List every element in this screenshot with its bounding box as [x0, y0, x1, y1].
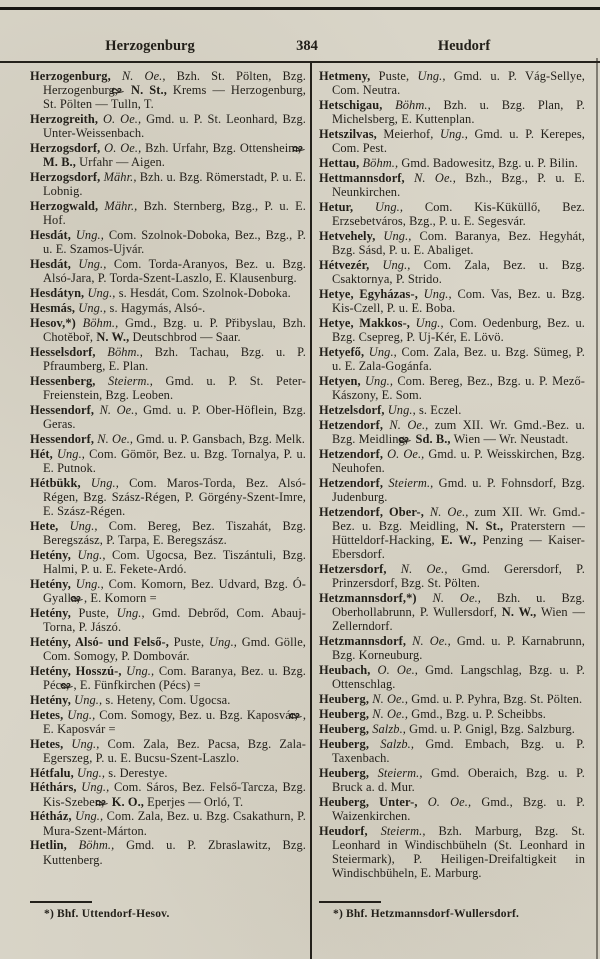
text-run: Hétház,: [30, 809, 72, 824]
text-run: Gmd. u. P. Weisskirchen, Bzg. Neuhofen.: [332, 446, 585, 475]
text-run: Com. Baranya, Bez. Hegyhát, Bzg. Sásd, P. u. E. Abaliget.: [332, 228, 586, 257]
text-run: Hettau,: [319, 156, 360, 170]
text-run: Ung.,: [63, 707, 96, 722]
text-run: Hetény, Hosszú-,: [30, 663, 122, 678]
text-run: Steierm.,: [383, 475, 434, 490]
text-run: E. W.,: [440, 533, 477, 547]
text-run: N. Oe.,: [110, 69, 166, 83]
text-run: Bzh. St. Pölten, Bzg. Herzogenburg,: [43, 69, 306, 98]
text-run: Com. Ugocsa, Bez. Tiszántuli, Bzg. Halmi, P. u. E. Fekete-Ardó.: [43, 547, 306, 576]
gazetteer-entry: [319, 663, 585, 691]
text-run: Krems — Herzogenburg, St. Pölten — Tulln, T.: [43, 83, 306, 112]
text-run: Heuberg,: [319, 721, 370, 736]
left-footnote: [30, 901, 300, 920]
text-run: Herzogenburg,: [30, 69, 111, 83]
gazetteer-entry: [30, 838, 306, 866]
text-run: Ung.,: [52, 446, 85, 461]
gazetteer-entry: [30, 548, 306, 576]
text-run: N. Oe.,: [423, 504, 469, 519]
right-column: [319, 69, 585, 881]
text-run: Bzh. u. Bzg. Römerstadt, P. u. E. Lobnig.: [43, 170, 306, 199]
scan-right-edge: [596, 58, 598, 959]
gazetteer-entry: [30, 737, 306, 765]
text-run: N. St.,: [466, 518, 504, 533]
text-run: N. W.,: [501, 605, 537, 620]
text-run: Gmd. u. P. Vág-Sellye, Com. Neutra.: [332, 69, 585, 98]
text-run: Sd. B.,: [412, 431, 451, 446]
gazetteer-entry: [30, 374, 306, 402]
text-run: Gmd. u. P. Pyhra, Bzg. St. Pölten.: [408, 692, 583, 707]
text-run: Mähr.,: [98, 199, 138, 214]
text-run: N. W.,: [96, 330, 130, 344]
text-run: Ung.,: [70, 547, 106, 562]
text-run: Ung.,: [70, 228, 104, 243]
gazetteer-entry: [319, 98, 585, 126]
text-run: Hetzendorf, Ober-,: [319, 504, 424, 519]
text-run: Hetye, Egyházas-,: [319, 286, 418, 301]
text-run: Ung.,: [71, 809, 104, 824]
text-run: Bzh., Bzg., P. u. E. Neunkirchen.: [332, 170, 585, 199]
text-run: s. Derestye.: [105, 765, 168, 780]
text-run: Com. Zala, Bez. u. Bzg. Csaktornya, P. Strido.: [332, 257, 585, 286]
gazetteer-entry: [30, 432, 306, 446]
text-run: Hete,: [30, 518, 59, 533]
footnote-rule: [30, 901, 92, 903]
text-run: N. Oe.,: [406, 634, 451, 649]
gazetteer-entry: [30, 112, 306, 140]
gazetteer-entry: [319, 447, 585, 475]
gazetteer-entry: [30, 316, 306, 344]
gazetteer-entry: [319, 418, 585, 446]
text-run: Com. Szolnok-Doboka, Bez., Bzg., P. u. E. Szamos-Ujvár.: [43, 228, 306, 257]
gazetteer-entry: [319, 229, 585, 257]
text-run: Ung.,: [410, 315, 444, 330]
header-right-keyword: Heudorf: [437, 38, 491, 54]
text-run: , E. Kaposvár =: [43, 707, 307, 736]
text-run: Com. Zala, Bez. u. Bzg. Sümeg, P. u. E. Zala-Gogánfa.: [332, 344, 585, 373]
text-run: K. O.,: [108, 794, 144, 809]
text-run: Puste,: [370, 69, 418, 83]
gazetteer-entry: [319, 562, 585, 590]
text-run: , E. Fünfkirchen (Pécs) =: [73, 678, 201, 692]
text-run: Salzb.,: [369, 736, 415, 751]
text-run: zum XII. Wr. Gmd.-Bez. u. Bzg. Meidling,: [332, 417, 585, 446]
gazetteer-entry: [319, 171, 585, 199]
text-run: Hetzelsdorf,: [319, 402, 385, 417]
text-run: Hetschigau,: [319, 98, 383, 112]
text-run: Hetmeny,: [319, 69, 371, 83]
text-run: Com. Sáros, Bez. Felső-Tarcza, Bzg. Kis-Szeben,: [43, 780, 306, 809]
text-run: Hettmannsdorf,: [319, 170, 405, 185]
right-footnote: [319, 901, 589, 920]
text-run: Heubach,: [319, 663, 371, 678]
post-horn-icon: [305, 141, 306, 155]
text-run: Com. Zala, Bez. u. Bzg. Csakathurn, P. Mura-Szent-Márton.: [43, 809, 306, 838]
text-run: Gmd. u. P. Zbraslawitz, Bzg. Kuttenberg.: [43, 838, 306, 867]
text-run: Hetény,: [30, 692, 71, 707]
gazetteer-entry: [30, 780, 306, 808]
text-run: Hetény, Alsó- und Felső-,: [30, 634, 169, 649]
text-run: Böhm.,: [66, 838, 115, 853]
text-run: Puste,: [70, 605, 117, 620]
text-run: O. Oe.,: [383, 446, 425, 461]
text-run: Hetes,: [30, 736, 64, 751]
text-run: Com. Bereg, Bez. Tiszahát, Bzg. Beregszász, P. Tarpa, E. Beregszász.: [43, 518, 306, 547]
text-run: Ung.,: [121, 663, 155, 678]
gazetteer-entry: [30, 345, 306, 373]
gazetteer-entry: [30, 301, 306, 315]
text-run: Gmd. Debrőd, Com. Abauj-Torna, P. Jászó.: [43, 605, 306, 634]
gazetteer-entry: [319, 287, 585, 315]
text-run: Hetyen,: [319, 373, 361, 388]
text-run: Hetye, Makkos-,: [319, 315, 411, 330]
text-run: Bzh. Sternberg, Bzg., P. u. E. Hof.: [43, 199, 306, 228]
text-run: Heuberg,: [319, 692, 370, 707]
header-left-keyword: Herzogenburg: [105, 38, 195, 54]
gazetteer-entry: [30, 170, 306, 198]
text-run: Penzing — Kaiser-Ebersdorf.: [332, 533, 585, 562]
text-run: N. Oe.,: [386, 562, 448, 576]
gazetteer-entry: [30, 228, 306, 256]
gazetteer-entry: [30, 69, 306, 112]
text-run: Böhm.,: [95, 344, 143, 359]
text-run: Gmd. u. P. Fohnsdorf, Bzg. Judenburg.: [332, 475, 585, 504]
gazetteer-entry: [30, 403, 306, 431]
gazetteer-entry: [319, 766, 585, 794]
text-run: N. Oe.,: [369, 692, 409, 707]
text-run: Gmd. u. P. St. Leonhard, Bzg. Unter-Weissenbach.: [43, 112, 306, 141]
text-run: zum XII. Wr. Gmd.-Bez. u. Bzg. Meidling,: [332, 504, 585, 533]
text-run: Mähr.,: [100, 170, 137, 185]
text-run: O. Oe.,: [100, 141, 142, 156]
text-run: Hetes,: [30, 707, 64, 722]
text-run: Bzh. Tachau, Bzg. u. P. Pfraumberg, E. Plan.: [43, 344, 306, 373]
text-run: Ung.,: [70, 692, 103, 707]
text-run: Com. Somogy, Bez. u. Bzg. Kaposvár,: [95, 707, 302, 722]
text-run: Bzh. u. Bzg. Plan, P. Michelsberg, E. Kuttenplan.: [332, 98, 585, 127]
text-run: Hét,: [30, 446, 53, 461]
text-run: Hetvehely,: [319, 228, 376, 243]
text-run: Heudorf,: [319, 823, 368, 838]
text-run: Herzogsdorf,: [30, 170, 101, 185]
text-run: Com. Baranya, Bez. u. Bzg. Pécs,: [43, 663, 306, 692]
footnote-text: *) Bhf. Hetzmannsdorf-Wullersdorf.: [333, 908, 520, 920]
text-run: N. Oe.,: [404, 170, 456, 185]
text-run: Gmd. Gerersdorf, P. Prinzersdorf, Bzg. St. Pölten.: [332, 562, 585, 591]
text-run: Hesdát,: [30, 257, 71, 272]
text-run: s. Heteny, Com. Ugocsa.: [102, 692, 231, 707]
text-run: Héthárs,: [30, 780, 77, 795]
gazetteer-entry: [319, 795, 585, 823]
text-run: N. Oe.,: [94, 402, 138, 417]
gazetteer-entry: [319, 69, 585, 97]
text-run: Ung.,: [417, 286, 452, 301]
text-run: Com. Bereg, Bez., Bzg. u. P. Mező-Kászony, E. Som.: [332, 373, 586, 402]
gazetteer-entry: [30, 708, 306, 736]
text-run: Gmd. u. P. Gnigl, Bzg. Salzburg.: [405, 721, 575, 736]
text-run: Bzh. Marburg, Bzg. St. Leonhard in Windischbüheln (St. Leonhard in Steiermark), P. Heiligen-Dreifaltigkeit in Windischbüheln, E. Marburg.: [332, 823, 585, 881]
text-run: Ung.,: [439, 127, 468, 141]
text-run: s. Hesdát, Com. Szolnok-Doboka.: [115, 286, 291, 301]
scan-top-edge: [0, 7, 600, 10]
gazetteer-entry: [30, 286, 306, 300]
gazetteer-entry: [319, 258, 585, 286]
text-run: N. Oe.,: [369, 707, 409, 721]
text-run: Hétfalu,: [30, 765, 74, 780]
text-run: Deutschbrod — Saar.: [129, 330, 241, 344]
text-run: Gmd. Gölle, Com. Somogy, P. Dombovár.: [43, 634, 306, 663]
text-run: Hetyefő,: [319, 344, 365, 359]
text-run: Hetzendorf,: [319, 475, 384, 490]
text-run: Wien — Zellerndorf.: [332, 605, 585, 634]
gazetteer-entry: [319, 591, 585, 634]
gazetteer-entry: [319, 476, 585, 504]
text-run: Salzb.,: [369, 721, 406, 736]
text-run: Ung.,: [73, 765, 106, 780]
text-run: Hessendorf,: [30, 402, 95, 417]
running-header: [28, 38, 586, 55]
text-run: Com. Oedenburg, Bez. u. Bzg. Csepreg, P. Uj-Kér, E. Lövö.: [332, 315, 585, 344]
gazetteer-entry: [319, 824, 585, 881]
text-run: Gmd. Badowesitz, Bzg. u. P. Bilin.: [398, 156, 578, 170]
text-run: Com. Kis-Küküllő, Bez. Erzsebetváros, Bzg., P. u. E. Segesvár.: [332, 199, 586, 228]
gazetteer-entry: [319, 722, 585, 736]
text-run: O. Oe.,: [98, 112, 142, 127]
footnote-text: *) Bhf. Uttendorf-Hesov.: [44, 908, 170, 920]
text-run: Ung.,: [364, 344, 397, 359]
text-run: Eperjes — Orló, T.: [143, 794, 244, 809]
text-run: Gmd., Bzg. u. P. Přibyslau, Bzh. Chotěboř,: [43, 315, 306, 344]
text-run: Steierm.,: [369, 765, 423, 780]
text-run: Com. Komorn, Bez. Udvard, Bzg. Ó-Gyalla,: [43, 576, 307, 605]
footnote-rule: [319, 901, 381, 903]
text-run: Hessenberg,: [30, 373, 96, 388]
text-run: Ung.,: [417, 69, 446, 83]
text-run: Hetény,: [30, 576, 71, 591]
text-run: s. Hagymás, Alsó-.: [106, 301, 206, 315]
text-run: Ung.,: [75, 301, 107, 315]
text-run: Ung.,: [80, 475, 119, 490]
text-run: Hesdátyn,: [30, 286, 85, 301]
gazetteer-entry: [319, 634, 585, 662]
text-run: Gmd. Langschlag, Bzg. u. P. Ottenschlag.: [332, 663, 585, 692]
text-run: Hesdát,: [30, 228, 71, 243]
text-run: Gmd. Oberaich, Bzg. u. P. Bruck a. d. Mur.: [332, 765, 585, 794]
text-run: Ung.,: [208, 634, 238, 649]
gazetteer-entry: [30, 447, 306, 475]
text-run: N. St.,: [125, 83, 167, 98]
gazetteer-entry: [30, 635, 306, 663]
text-run: Gmd., Bzg. u. P. Scheibbs.: [408, 707, 546, 721]
text-run: Hétbükk,: [30, 475, 81, 490]
text-run: Wien — Wr. Neustadt.: [450, 431, 569, 446]
text-run: Gmd., Bzg. u. P. Waizenkirchen.: [332, 794, 585, 823]
text-run: Ung.,: [360, 373, 394, 388]
gazetteer-entry: [319, 374, 585, 402]
gazetteer-entry: [30, 693, 306, 707]
text-run: Com. Gömör, Bez. u. Bzg. Tornalya, P. u. E. Putnok.: [43, 446, 306, 475]
gazetteer-entry: [30, 476, 306, 519]
gazetteer-entry: [30, 257, 306, 285]
text-run: Hetlin,: [30, 838, 67, 853]
text-run: Com. Vas, Bez. u. Bzg. Kis-Czell, P. u. E. Boba.: [332, 286, 585, 315]
text-run: Hessendorf,: [30, 431, 95, 446]
text-run: Ung.,: [76, 780, 110, 795]
column-divider: [310, 63, 312, 959]
text-run: Heuberg, Unter-,: [319, 794, 418, 809]
gazetteer-entry: [319, 200, 585, 228]
text-run: Com. Zala, Bez. Pacsa, Bzg. Zala-Egerszeg, P. u. E. Bucsu-Szent-Laszlo.: [43, 736, 307, 765]
text-run: Ung.,: [116, 605, 145, 620]
text-run: Böhm.,: [382, 98, 431, 112]
text-run: Ung.,: [375, 228, 412, 243]
gazetteer-entry: [30, 766, 306, 780]
text-run: Gmd. u. P. Karnabrunn, Bzg. Korneuburg.: [332, 634, 585, 663]
gazetteer-entry: [319, 692, 585, 706]
text-run: Hetzmannsdorf,*): [319, 591, 417, 605]
gazetteer-entry: [319, 505, 585, 562]
text-run: Herzogreith,: [30, 112, 99, 127]
text-run: Ung.,: [369, 257, 411, 272]
text-run: Ung.,: [63, 736, 100, 751]
header-rule: [0, 61, 600, 63]
gazetteer-entry: [319, 403, 585, 417]
text-run: O. Oe.,: [370, 663, 418, 678]
text-run: Ung.,: [58, 518, 98, 533]
gazetteer-entry: [30, 577, 306, 605]
text-run: , E. Komorn =: [84, 591, 157, 605]
text-run: Bzh. Urfahr, Bzg. Ottensheim,: [141, 141, 305, 156]
text-run: Gmd. Embach, Bzg. u. P. Taxenbach.: [332, 736, 585, 765]
text-run: Urfahr — Aigen.: [75, 155, 165, 170]
text-run: Hetzersdorf,: [319, 562, 387, 576]
text-run: Ung.,: [84, 286, 116, 301]
text-run: Hetzendorf,: [319, 446, 384, 461]
gazetteer-entry: [319, 156, 585, 170]
text-run: Herzogsdorf,: [30, 141, 101, 156]
text-run: Gmd. u. P. Gansbach, Bzg. Melk.: [133, 431, 305, 446]
text-run: Ung.,: [384, 402, 416, 417]
text-run: Hesselsdorf,: [30, 344, 96, 359]
text-run: Puste,: [168, 634, 209, 649]
text-run: s. Eczel.: [415, 402, 462, 417]
text-run: Hetény,: [30, 605, 71, 620]
text-run: Hesov,*): [30, 315, 76, 330]
text-run: Praterstern — Hütteldorf-Hacking,: [332, 518, 585, 547]
text-run: Gmd. u. P. St. Peter-Freienstein, Bzg. Leoben.: [43, 373, 306, 402]
page-number: 384: [296, 38, 318, 54]
gazetteer-entry: [30, 809, 306, 837]
gazetteer-entry: [319, 707, 585, 721]
text-run: Heuberg,: [319, 707, 370, 721]
text-run: Ung.,: [70, 257, 107, 272]
text-run: O. Oe.,: [417, 794, 472, 809]
text-run: Heuberg,: [319, 765, 370, 780]
text-run: N. Oe.,: [416, 591, 481, 605]
gazetteer-entry: [319, 316, 585, 344]
text-run: Steierm.,: [95, 373, 153, 388]
gazetteer-entry: [319, 127, 585, 155]
text-run: Hetur,: [319, 199, 354, 214]
text-run: Herzogwald,: [30, 199, 99, 214]
text-run: N. Oe.,: [383, 417, 429, 432]
gazetteer-entry: [319, 737, 585, 765]
text-run: Böhm.,: [75, 315, 119, 330]
gazetteer-entry: [319, 345, 585, 373]
left-column: [30, 69, 306, 867]
gazetteer-entry: [30, 199, 306, 227]
text-run: Steierm.,: [367, 823, 426, 838]
text-run: Heuberg,: [319, 736, 370, 751]
text-run: Hetény,: [30, 547, 71, 562]
text-run: N. Oe.,: [94, 431, 134, 446]
gazetteer-entry: [30, 519, 306, 547]
gazetteer-entry: [30, 606, 306, 634]
text-run: Meierhof,: [376, 127, 440, 141]
text-run: Ung.,: [70, 576, 104, 591]
text-run: Gmd. u. P. Ober-Höflein, Bzg. Geras.: [43, 402, 306, 431]
gazetteer-entry: [30, 664, 306, 692]
text-run: Hétvezér,: [319, 257, 370, 272]
text-run: Com. Maros-Torda, Bez. Alsó-Régen, Bzg. Szász-Régen, P. Görgény-Szent-Imre, E. Szász-Régen.: [43, 475, 306, 518]
text-run: M. B.,: [43, 155, 76, 170]
text-run: Hetzmannsdorf,: [319, 634, 407, 649]
text-run: Hetzendorf,: [319, 417, 384, 432]
text-run: Bzh. u. Bzg. Oberhollabrunn, P. Wullersdorf,: [332, 591, 585, 620]
text-run: Böhm.,: [359, 156, 399, 170]
text-run: Hetszilvas,: [319, 127, 377, 141]
text-run: Com. Torda-Aranyos, Bez. u. Bzg. Alsó-Jara, P. Torda-Szent-Laszlo, E. Klausenburg.: [43, 257, 306, 286]
text-run: Hesmás,: [30, 301, 76, 315]
text-run: Gmd. u. P. Kerepes, Com. Pest.: [332, 127, 585, 156]
gazetteer-entry: [30, 141, 306, 169]
text-run: Ung.,: [353, 199, 404, 214]
